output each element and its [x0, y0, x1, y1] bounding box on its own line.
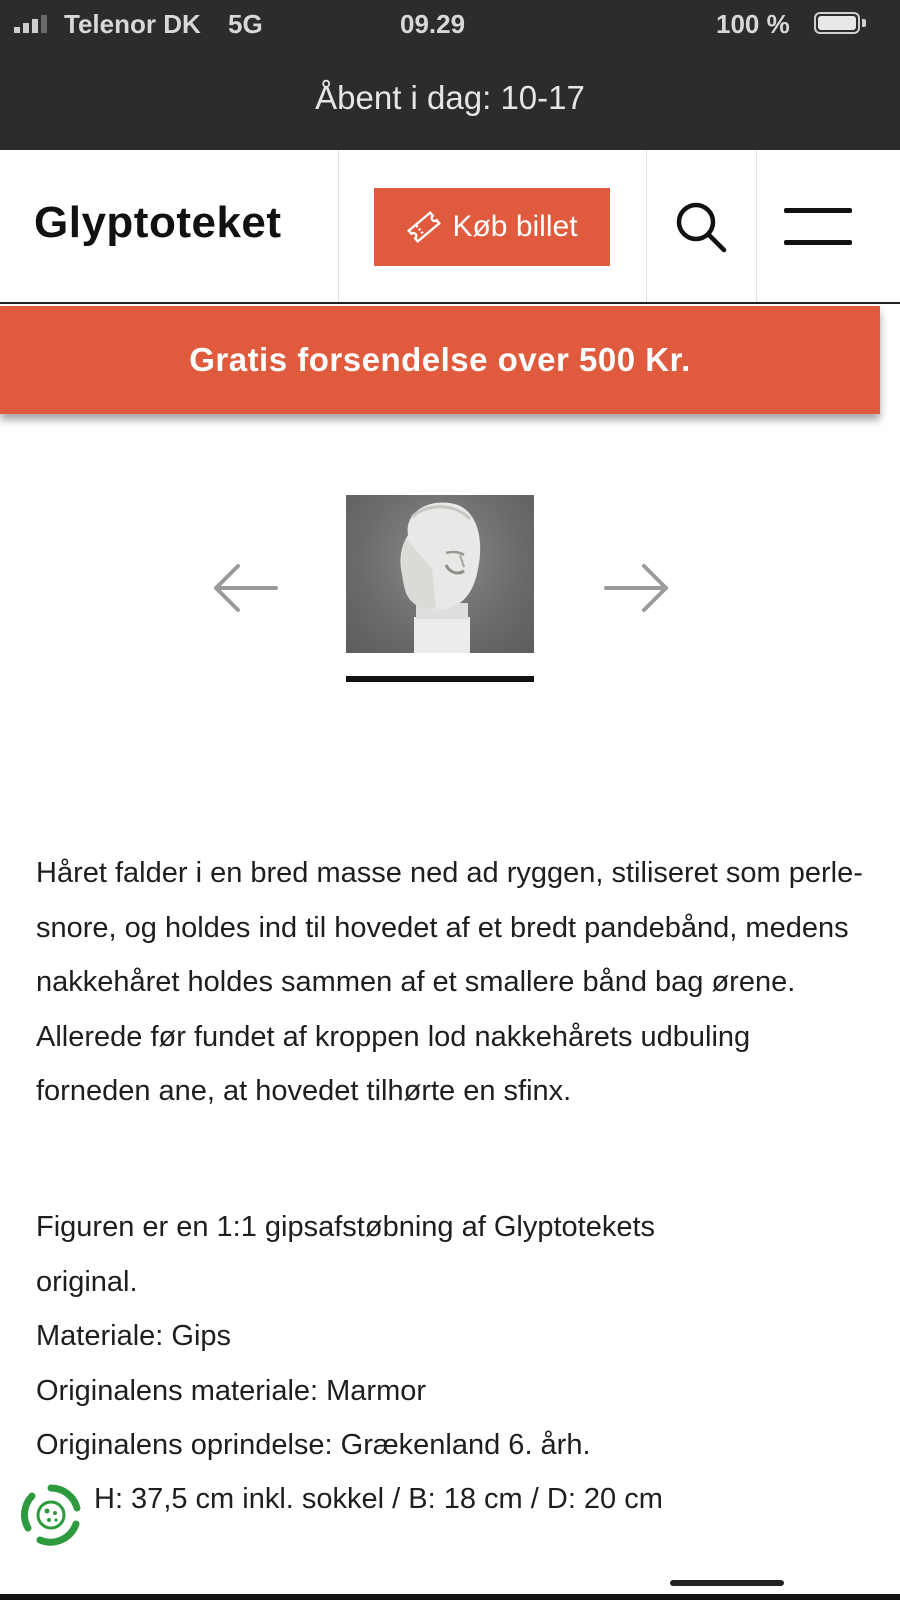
- product-specs: [36, 1200, 866, 1473]
- sphinx-head-image: [346, 495, 534, 653]
- free-shipping-text: Gratis forsendelse over 500 Kr.: [189, 341, 691, 378]
- battery-percentage: 100 %: [716, 9, 790, 39]
- gallery-prev-button[interactable]: [210, 560, 282, 616]
- screen-bottom-edge: [0, 1594, 900, 1600]
- header-divider: [756, 150, 757, 302]
- header-divider: [338, 150, 339, 302]
- battery-tip: [862, 19, 866, 27]
- cookie-consent-button[interactable]: [18, 1482, 84, 1548]
- search-button[interactable]: [672, 198, 730, 256]
- hamburger-menu-button[interactable]: [784, 204, 854, 250]
- arrow-right-icon: [600, 560, 672, 616]
- active-thumbnail-indicator: [346, 676, 534, 682]
- carrier-name: Telenor DK: [64, 9, 201, 39]
- spec-dimensions: H: 37,5 cm inkl. sokkel / B: 18 cm / D: 20 cm: [94, 1483, 663, 1515]
- opening-hours-text: Åbent i dag: 10-17: [315, 79, 585, 116]
- spec-line: Figuren er en 1:1 gipsafstøbning af Glyptotekets: [36, 1211, 656, 1243]
- cookie-settings-icon: [18, 1482, 84, 1548]
- gallery-next-button[interactable]: [600, 560, 672, 616]
- header-divider: [646, 150, 647, 302]
- buy-ticket-button[interactable]: [374, 188, 610, 266]
- site-header: [0, 150, 900, 304]
- opening-hours-bar: [0, 46, 900, 150]
- spec-original-material: Originalens materiale: Marmor: [36, 1374, 427, 1407]
- spec-line: original.: [36, 1265, 138, 1298]
- network-type: 5G: [228, 9, 263, 39]
- product-image-thumbnail[interactable]: [346, 495, 534, 653]
- arrow-left-icon: [210, 560, 282, 616]
- spec-material: Materiale: Gips: [36, 1320, 232, 1352]
- ticket-icon: [406, 209, 442, 245]
- clock: 09.29: [400, 9, 466, 39]
- free-shipping-banner: [0, 306, 880, 414]
- search-icon: [672, 198, 730, 256]
- site-logo[interactable]: Glyptoteket: [34, 198, 282, 247]
- spec-original-origin: Originalens oprindelse: Grækenland 6. årh.: [36, 1429, 591, 1461]
- buy-ticket-label: Køb billet: [452, 210, 578, 243]
- home-indicator: [670, 1580, 784, 1586]
- battery-icon: [814, 12, 860, 34]
- signal-icon: [14, 15, 47, 33]
- status-bar: [0, 0, 900, 46]
- product-description: Håret falder i en bred masse ned ad ryggen, stiliseret som perle-snore, og holdes ind til hovedet af et bredt pandebånd, medens nakkehåret holdes sammen af et smallere bånd bag ørene. Allerede før fundet af kroppen lod nakkehårets udbuling forneden ane, at hovedet tilhørte en sfinx.: [36, 857, 863, 1107]
